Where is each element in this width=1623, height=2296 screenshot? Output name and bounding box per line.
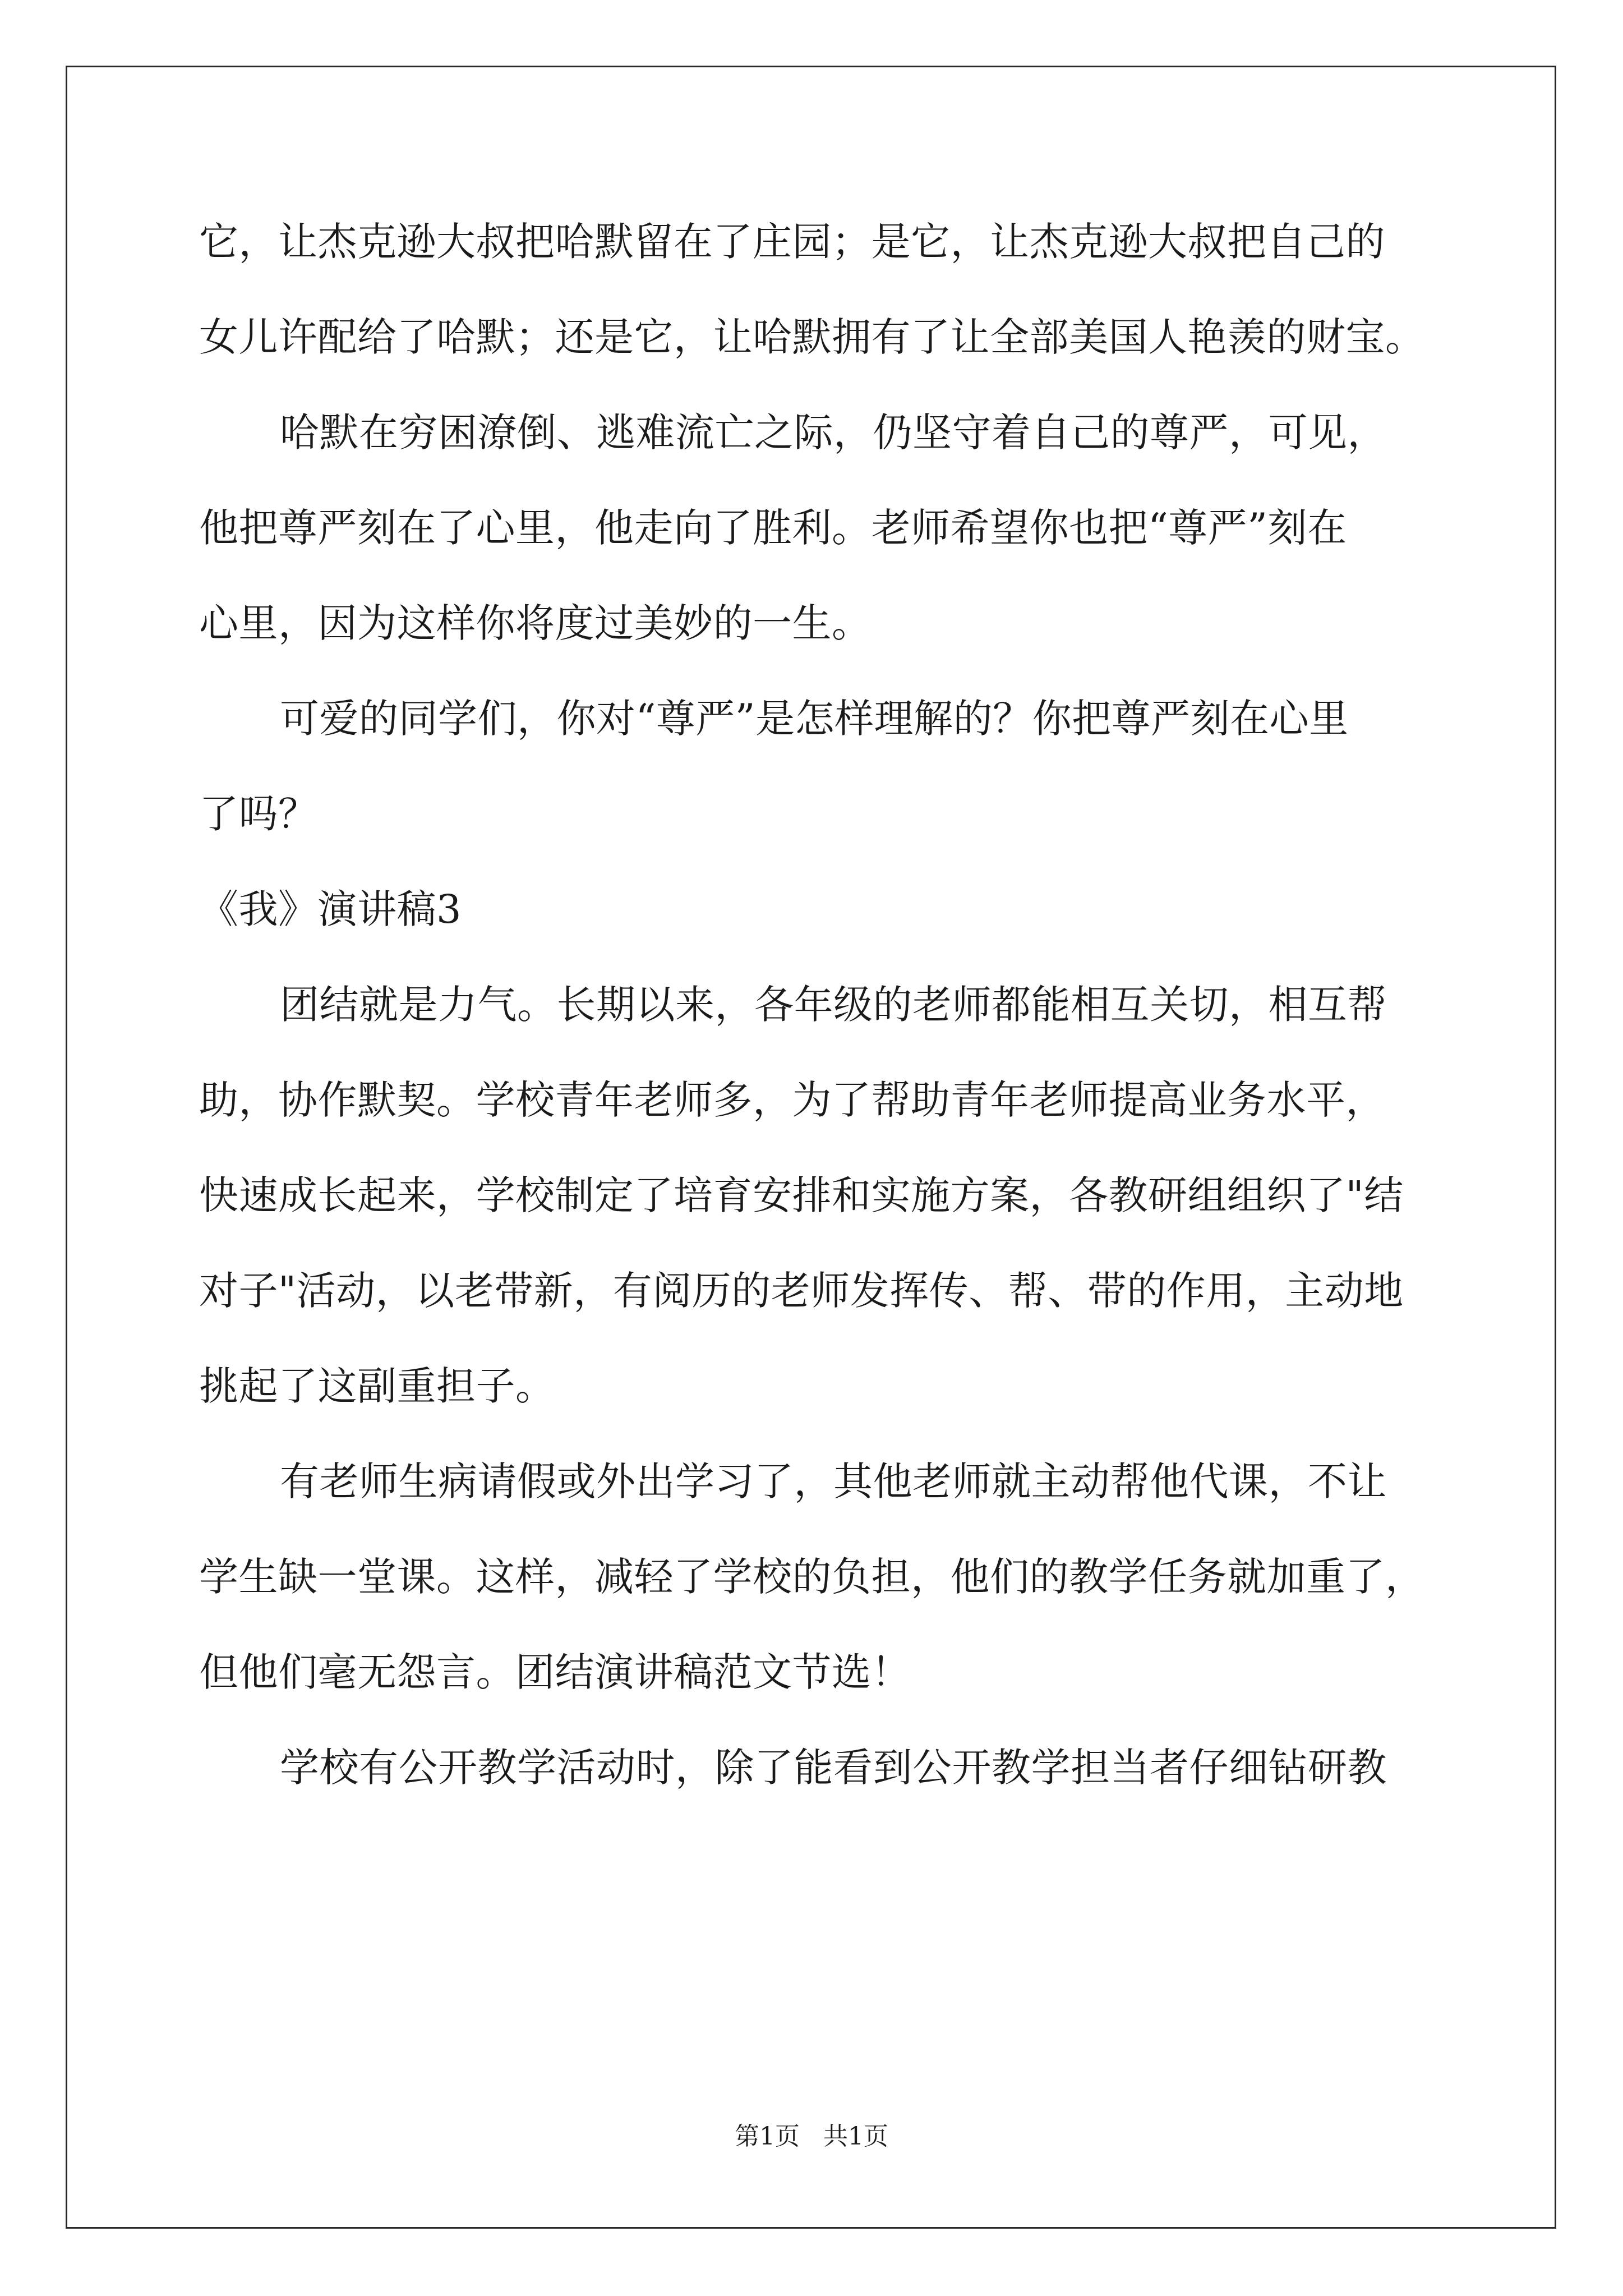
paragraph-line: 学生缺一堂课。这样，减轻了学校的负担，他们的教学任务就加重了， xyxy=(199,1554,1425,1600)
paragraph-line: 助，协作默契。学校青年老师多，为了帮助青年老师提高业务水平， xyxy=(199,1077,1385,1123)
paragraph-line: 他把尊严刻在了心里，他走向了胜利。老师希望你也把“尊严”刻在 xyxy=(199,505,1347,551)
paragraph-line: 了吗？ xyxy=(199,791,318,837)
paragraph-line: 哈默在穷困潦倒、逃难流亡之际，仍坚守着自己的尊严，可见， xyxy=(280,409,1387,455)
paragraph-line: 团结就是力气。长期以来，各年级的老师都能相互关切，相互帮 xyxy=(280,982,1387,1028)
paragraph-line: 但他们毫无怨言。团结演讲稿范文节选！ xyxy=(199,1649,911,1695)
paragraph-line: 心里，因为这样你将度过美妙的一生。 xyxy=(199,600,872,646)
section-heading: 《我》演讲稿3 xyxy=(199,886,462,932)
paragraph-line: 可爱的同学们，你对“尊严”是怎样理解的？你把尊严刻在心里 xyxy=(280,696,1349,742)
page-footer: 第1页 共1页 xyxy=(735,2122,888,2151)
paragraph-line: 它，让杰克逊大叔把哈默留在了庄园；是它，让杰克逊大叔把自己的 xyxy=(199,219,1385,265)
paragraph-line: 有老师生病请假或外出学习了，其他老师就主动帮他代课，不让 xyxy=(280,1458,1387,1504)
document-body xyxy=(199,219,1433,1843)
paragraph-line: 学校有公开教学活动时，除了能看到公开教学担当者仔细钻研教 xyxy=(280,1745,1387,1791)
paragraph-line: 挑起了这副重担子。 xyxy=(199,1363,555,1409)
paragraph-line: 快速成长起来，学校制定了培育安排和实施方案，各教研组组织了"结 xyxy=(199,1172,1404,1218)
paragraph-line: 对子"活动，以老带新，有阅历的老师发挥传、帮、带的作用，主动地 xyxy=(199,1268,1404,1314)
paragraph-line: 女儿许配给了哈默；还是它，让哈默拥有了让全部美国人艳羡的财宝。 xyxy=(199,314,1425,360)
